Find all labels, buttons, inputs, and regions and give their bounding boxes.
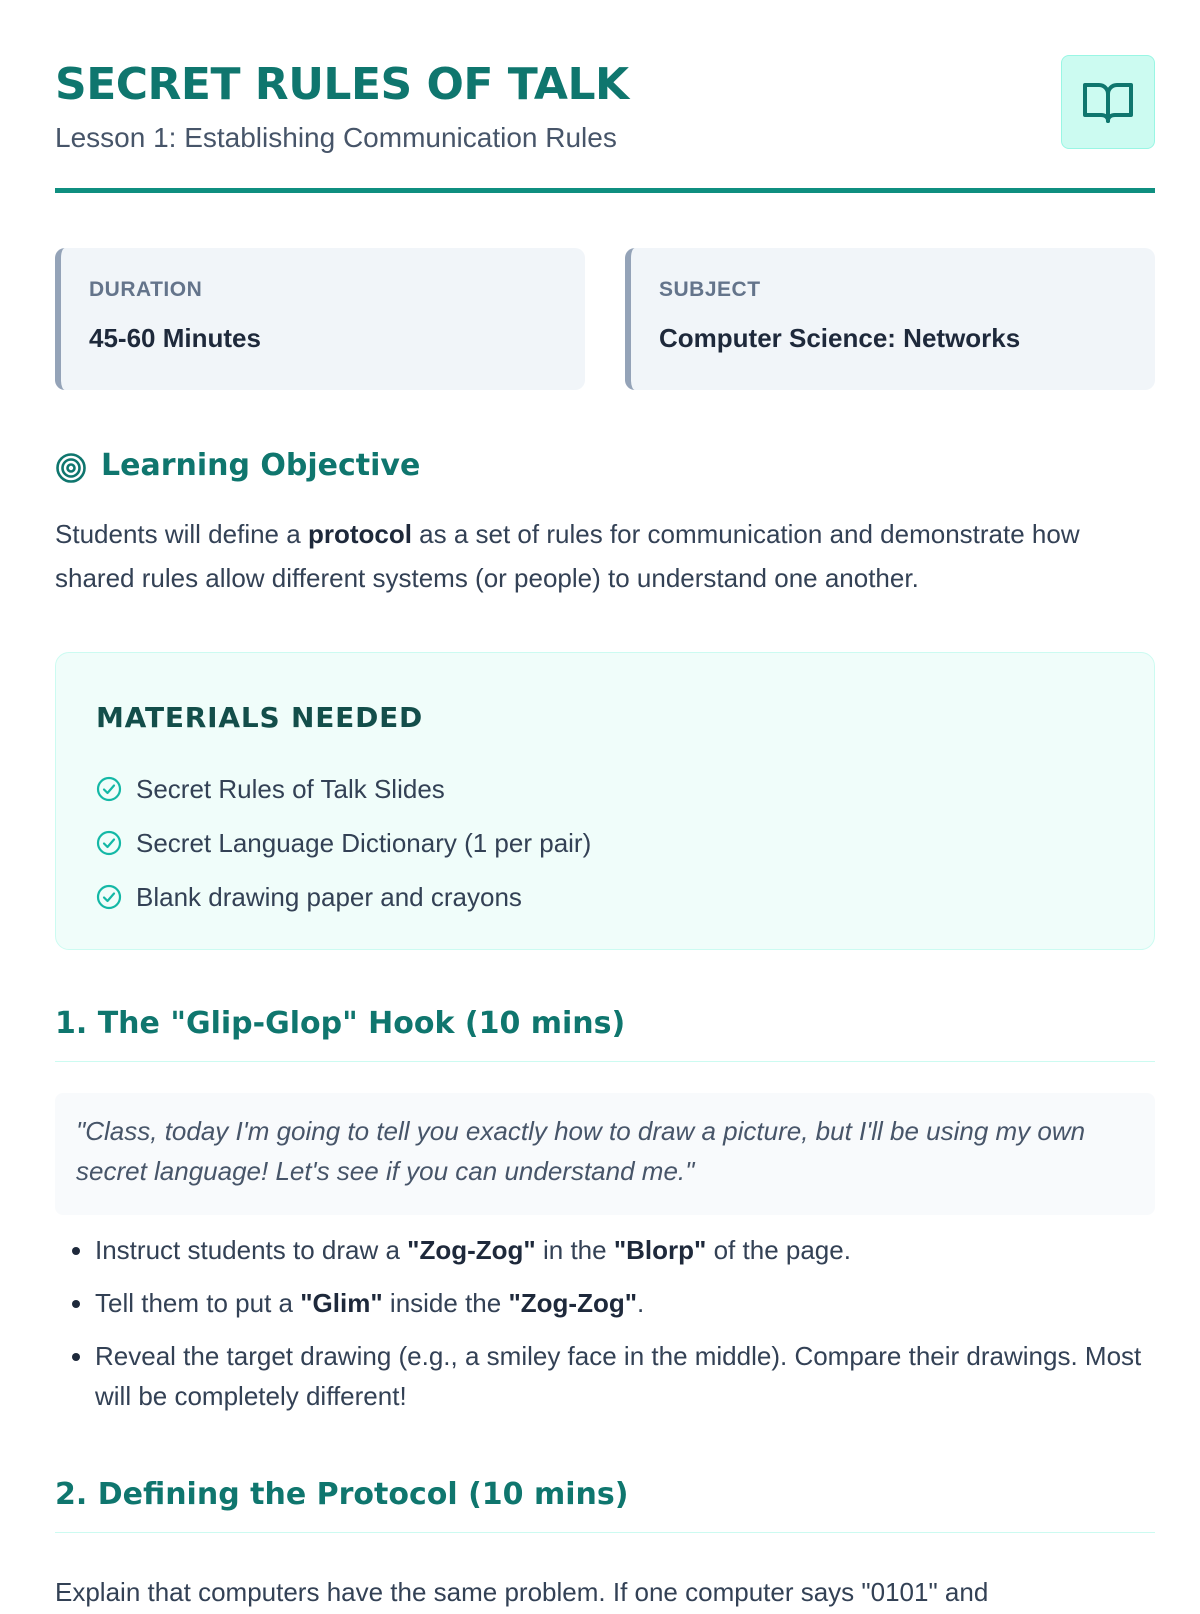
objective-heading: Learning Objective	[101, 448, 421, 483]
duration-value: 45-60 Minutes	[89, 323, 261, 353]
list-item	[96, 762, 591, 816]
list-item	[96, 870, 591, 924]
list-item: • Tell them to put a "Glim" inside the "Zog-Zog".	[95, 1283, 1155, 1323]
protocol-term: protocol	[307, 519, 412, 549]
open-book-icon	[1082, 79, 1134, 125]
list-item	[96, 816, 591, 870]
subject-label: SUBJECT	[659, 278, 761, 301]
subject-card	[625, 248, 1155, 390]
section-2-heading: 2. Defining the Protocol (10 mins)	[55, 1477, 629, 1512]
section-1-divider	[55, 1061, 1155, 1062]
subject-value: Computer Science: Networks	[659, 323, 1021, 353]
section-1-steps	[55, 1230, 1155, 1429]
material-label: Secret Rules of Talk Slides	[136, 773, 445, 804]
teacher-quote: "Class, today I'm going to tell you exactly how to draw a picture, but I'll be using my own secret language! Let's see if you can understand me."	[55, 1093, 1155, 1215]
check-circle-icon	[96, 776, 122, 802]
materials-heading: MATERIALS NEEDED	[96, 701, 424, 734]
duration-label: DURATION	[89, 278, 203, 301]
check-circle-icon	[96, 830, 122, 856]
list-item: • Reveal the target drawing (e.g., a smiley face in the middle). Compare their drawings. Most will be completely different!	[95, 1336, 1155, 1416]
material-label: Blank drawing paper and crayons	[136, 881, 522, 912]
header-divider	[55, 188, 1155, 193]
section-2-text: Explain that computers have the same problem. If one computer says "0101" and	[55, 1577, 989, 1607]
objective-text: Students will define a protocol as a set of rules for communication and demonstrate how shared rules allow different systems (or people) to understand one another.	[55, 519, 1080, 593]
page-title: SECRET RULES OF TALK	[55, 59, 629, 110]
material-label: Secret Language Dictionary (1 per pair)	[136, 827, 592, 858]
list-item: • Instruct students to draw a "Zog-Zog" in the "Blorp" of the page.	[95, 1230, 1155, 1270]
book-badge	[1061, 55, 1155, 149]
section-1-heading: 1. The "Glip-Glop" Hook (10 mins)	[55, 1006, 626, 1041]
duration-card	[55, 248, 585, 390]
section-2-divider	[55, 1532, 1155, 1533]
check-circle-icon	[96, 884, 122, 910]
materials-list	[96, 762, 591, 924]
page-subtitle: Lesson 1: Establishing Communication Rules	[55, 122, 617, 153]
target-icon	[55, 452, 87, 484]
